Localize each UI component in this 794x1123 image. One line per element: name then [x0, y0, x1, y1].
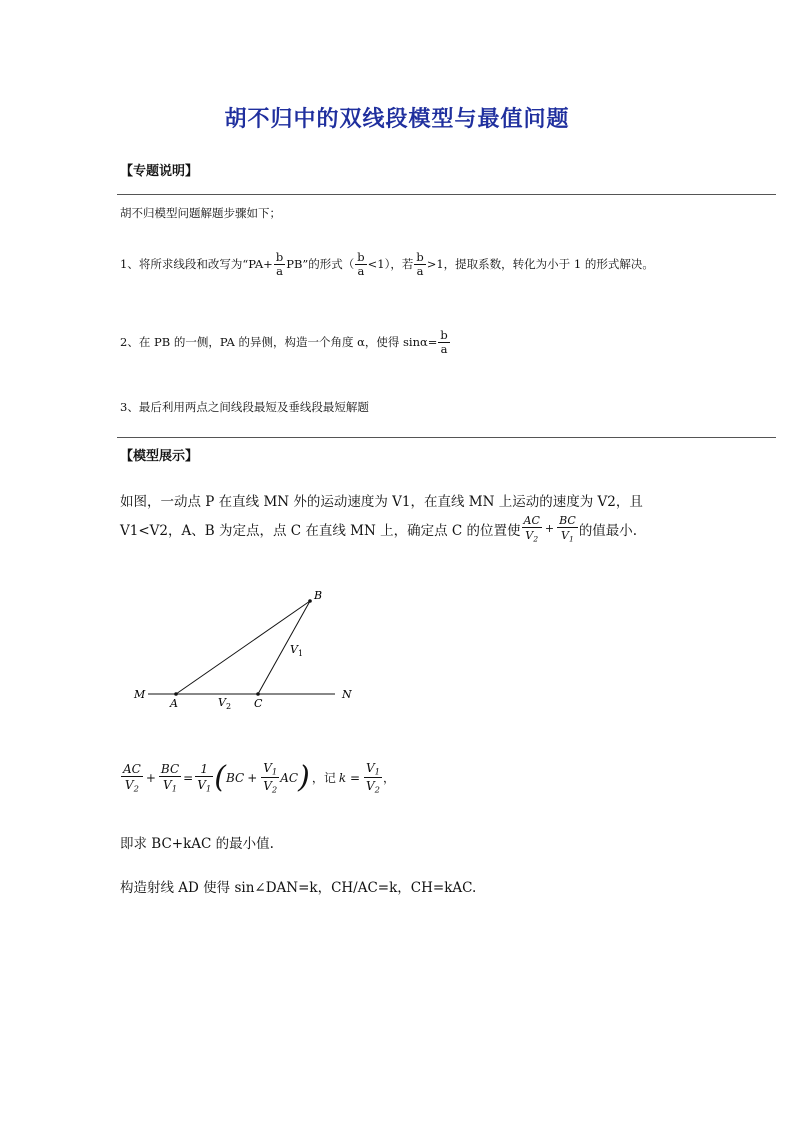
- label-c: C: [254, 697, 263, 710]
- geometry-diagram: [120, 580, 380, 715]
- fraction-bc-v1: [557, 514, 578, 543]
- step-3: 3、最后利用两点之间线段最短及垂线段最短解题: [120, 400, 369, 414]
- frac-num: BC: [559, 514, 576, 527]
- frac-den: a: [414, 264, 425, 278]
- construction-statement: 构造射线 AD 使得 sin∠DAN=k，CH/AC=k，CH=kAC.: [120, 880, 477, 896]
- section-heading-model: 【模型展示】: [120, 449, 199, 464]
- label-v2-sub: 2: [226, 702, 232, 711]
- label-m: M: [134, 688, 146, 701]
- divider-bottom: [117, 437, 776, 438]
- min-statement: 即求 BC+kAC 的最小值.: [120, 836, 274, 852]
- point-a: [174, 692, 178, 696]
- formula-expansion: $\frac{AC}{V_2}$ + $\frac{BC}{V_1}$ = $\frac{1}{V_1}$ ( BC + $\frac{V_1}{V_2}$ AC ) ，记 k = $\frac{V_1}{V_2}$ ，: [123, 760, 396, 795]
- step-1: [120, 252, 654, 277]
- fraction-b-over-a: [414, 252, 425, 277]
- label-b: B: [314, 589, 323, 602]
- frac-den: a: [355, 264, 366, 278]
- divider-top: [117, 194, 776, 195]
- label-a: A: [170, 697, 178, 710]
- fraction-b-over-a: [438, 330, 449, 355]
- step2-pre: 2、在 PB 的一侧，PA 的异侧，构造一个角度 α，使得 sinα=: [120, 334, 438, 349]
- section-heading-explanation: 【专题说明】: [120, 164, 199, 179]
- line2-post: 的值最小.: [578, 522, 638, 539]
- step-2: [120, 330, 451, 355]
- step1-mid: PB”的形式（: [286, 256, 355, 271]
- label-v2: V: [218, 696, 226, 709]
- step1-ineq1: <1），若: [367, 256, 414, 271]
- frac-den: $V_2$: [522, 527, 542, 543]
- frac-den: $V_1$: [557, 527, 578, 543]
- page-title: 胡不归中的双线段模型与最值问题: [224, 107, 570, 132]
- fraction-b-over-a: [355, 252, 366, 277]
- point-b: [308, 599, 312, 603]
- step1-ineq2: >1，提取系数，转化为小于 1 的形式解决。: [426, 256, 654, 271]
- frac-num: b: [357, 250, 365, 264]
- frac-den: a: [438, 342, 449, 356]
- model-paragraph-line2: V1<V2，A、B 为定点，点 C 在直线 MN 上，确定点 C 的位置使 $\frac{AC}{V_2}$ + $\frac{BC}{V_1}$ 的值最小.: [120, 514, 638, 544]
- intro-text: 胡不归模型问题解题步骤如下；: [120, 206, 281, 220]
- line2-pre: V1<V2，A、B 为定点，点 C 在直线 MN 上，确定点 C 的位置使: [120, 522, 521, 539]
- frac-num: b: [416, 250, 424, 264]
- frac-num: b: [440, 328, 448, 342]
- model-paragraph-line1: 如图，一动点 P 在直线 MN 外的运动速度为 V1，在直线 MN 上运动的速度为 V2，且: [120, 494, 643, 510]
- frac-num: AC: [523, 514, 540, 527]
- step1-pre: 1、将所求线段和改写为“PA+: [120, 256, 273, 271]
- segment-bc: [258, 601, 310, 694]
- point-c: [256, 692, 260, 696]
- label-v1-sub: 1: [298, 649, 304, 658]
- label-v1: V: [290, 643, 298, 656]
- fraction-ac-v2: [522, 514, 542, 543]
- frac-num: b: [275, 250, 284, 264]
- label-n: N: [342, 688, 352, 701]
- fraction-b-over-a: [274, 252, 285, 277]
- frac-den: a: [274, 264, 285, 278]
